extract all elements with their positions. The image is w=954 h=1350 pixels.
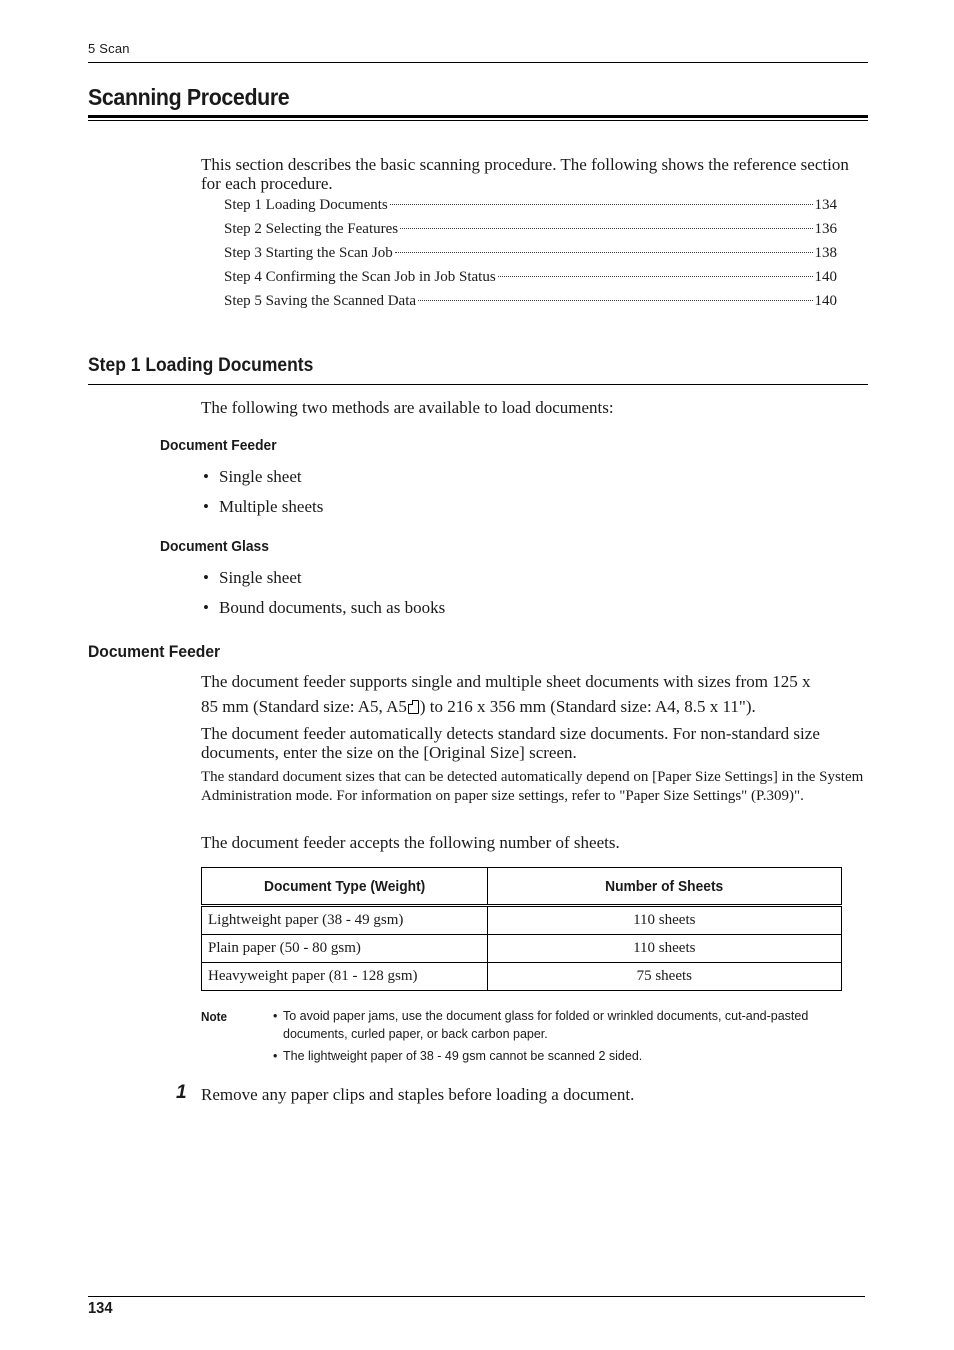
page-title: Scanning Procedure	[88, 84, 290, 110]
table-row	[202, 963, 842, 991]
column-header: Number of Sheets	[487, 868, 841, 906]
toc-entry[interactable]	[224, 197, 837, 217]
toc-entry[interactable]	[224, 245, 837, 265]
toc-entry-page: 140	[814, 293, 837, 309]
table-cell: Lightweight paper (38 - 49 gsm)	[202, 906, 488, 935]
toc-entry[interactable]	[224, 269, 837, 289]
step-number: 1	[176, 1082, 187, 1103]
feeder-paragraph-4: The document feeder accepts the following number of sheets.	[201, 833, 620, 852]
bullet-icon: •	[203, 568, 209, 587]
bullet-icon: •	[273, 1009, 278, 1023]
document-glass-subheading: Document Glass	[160, 538, 269, 555]
toc-leader-dots	[395, 252, 813, 253]
step1-lead: The following two methods are available to load documents:	[201, 398, 614, 417]
toc-entry-label: Step 4 Confirming the Scan Job in Job Status	[224, 269, 496, 285]
table-cell: 110 sheets	[487, 906, 841, 935]
page-number: 134	[88, 1300, 113, 1317]
bullet-icon: •	[203, 598, 209, 617]
toc-entry-label: Step 5 Saving the Scanned Data	[224, 293, 417, 309]
bullet-icon: •	[203, 497, 209, 516]
toc-leader-dots	[418, 300, 812, 301]
list-item: • Single sheet	[203, 568, 302, 587]
toc-entry-label: Step 2 Selecting the Features	[224, 221, 399, 237]
note-item: • The lightweight paper of 38 - 49 gsm cannot be scanned 2 sided.	[273, 1049, 643, 1063]
list-item: • Bound documents, such as books	[203, 598, 446, 617]
chapter-header: 5 Scan	[88, 41, 130, 56]
feeder-paragraph-2: The document feeder automatically detects standard size documents. For non-standard size documents, enter the size on the [Original Size] screen.	[201, 724, 820, 762]
toc-entry[interactable]	[224, 293, 837, 313]
toc-leader-dots	[390, 204, 813, 205]
toc-entry-page: 136	[814, 221, 837, 237]
intro-paragraph: This section describes the basic scanning procedure. The following shows the reference section for each procedure.	[201, 155, 849, 193]
table-cell: 110 sheets	[487, 935, 841, 963]
table-row	[202, 935, 842, 963]
table-cell: 75 sheets	[487, 963, 841, 991]
step-instruction: Remove any paper clips and staples before loading a document.	[201, 1085, 635, 1104]
toc-leader-dots	[498, 276, 813, 277]
table-cell: Heavyweight paper (81 - 128 gsm)	[202, 963, 488, 991]
note-label: Note	[201, 1009, 228, 1024]
feeder-paragraph-1b: 85 mm (Standard size: A5, A5 ) to 216 x 356 mm (Standard size: A4, 8.5 x 11").	[201, 697, 756, 716]
title-divider-thin	[88, 120, 868, 121]
note-item: • To avoid paper jams, use the document glass for folded or wrinkled documents, cut-and-pasted documents, curled paper, or back carbon paper.	[273, 1009, 809, 1041]
list-item: • Multiple sheets	[203, 497, 324, 516]
document-feeder-heading: Document Feeder	[88, 642, 221, 661]
table-row	[202, 906, 842, 935]
feeder-paragraph-3: The standard document sizes that can be detected automatically depend on [Paper Size Settings] in the System Administration mode. For information on paper size settings, refer to "Paper Size Settings" (P.309)".	[201, 769, 864, 804]
toc-entry[interactable]	[224, 221, 837, 241]
feeder-paragraph-1a: The document feeder supports single and multiple sheet documents with sizes from 125 x	[201, 672, 811, 691]
footer-divider	[88, 1296, 865, 1297]
toc-entry-label: Step 3 Starting the Scan Job	[224, 245, 393, 261]
toc-entry-page: 140	[814, 269, 837, 285]
document-feeder-subheading: Document Feeder	[160, 437, 277, 454]
title-divider-thick	[88, 115, 868, 118]
step1-divider	[88, 384, 868, 385]
sheets-table	[201, 867, 842, 991]
table-header-row	[202, 868, 842, 906]
toc-leader-dots	[400, 228, 812, 229]
bullet-icon: •	[273, 1049, 278, 1063]
bullet-icon: •	[203, 467, 209, 486]
toc-entry-page: 134	[814, 197, 837, 213]
column-header: Document Type (Weight)	[202, 868, 488, 906]
toc-entry-page: 138	[814, 245, 837, 261]
header-divider	[88, 62, 868, 63]
list-item: • Single sheet	[203, 467, 302, 486]
toc-entry-label: Step 1 Loading Documents	[224, 197, 388, 213]
a5-portrait-orientation-icon	[408, 700, 419, 714]
table-cell: Plain paper (50 - 80 gsm)	[202, 935, 488, 963]
step1-heading: Step 1 Loading Documents	[88, 355, 314, 376]
